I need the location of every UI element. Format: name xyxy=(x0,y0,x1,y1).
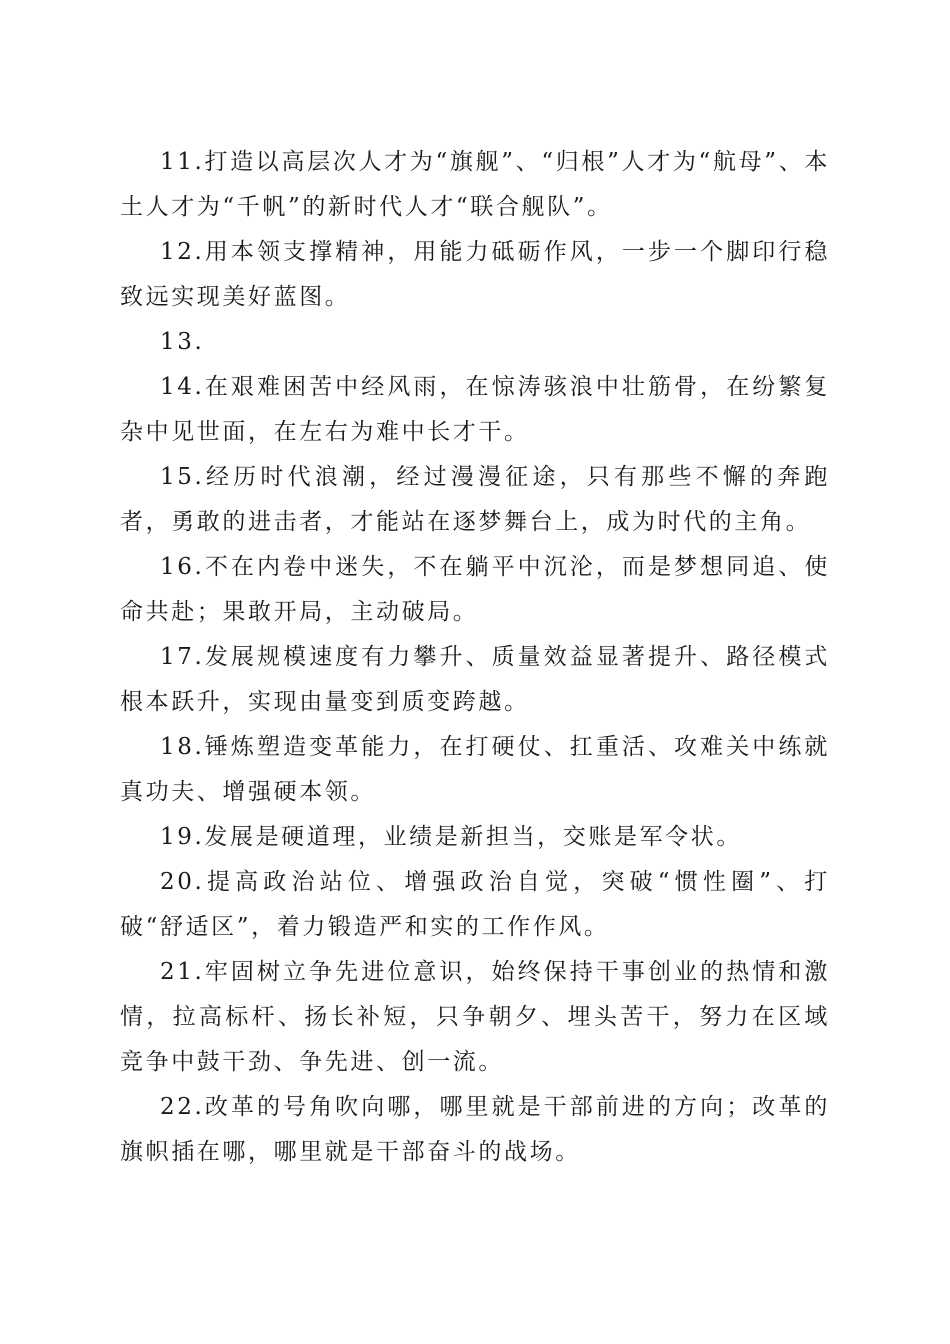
paragraph-22: 22.改革的号角吹向哪，哪里就是干部前进的方向；改革的旗帜插在哪，哪里就是干部奋斗的战场。 xyxy=(120,1094,830,1165)
paragraph-17: 17.发展规模速度有力攀升、质量效益显著提升、路径模式根本跃升，实现由量变到质变跨越。 xyxy=(120,644,830,715)
paragraph-16: 16.不在内卷中迷失，不在躺平中沉沦，而是梦想同追、使命共赴；果敢开局，主动破局。 xyxy=(120,554,830,625)
paragraph-20: 20.提高政治站位、增强政治自觉，突破“惯性圈”、打破“舒适区”，着力锻造严和实的工作作风。 xyxy=(120,869,830,940)
paragraph-15: 15.经历时代浪潮，经过漫漫征途，只有那些不懈的奔跑者，勇敢的进击者，才能站在逐梦舞台上，成为时代的主角。 xyxy=(120,464,830,535)
paragraph-21: 21.牢固树立争先进位意识，始终保持干事创业的热情和激情，拉高标杆、扬长补短，只争朝夕、埋头苦干，努力在区域竞争中鼓干劲、争先进、创一流。 xyxy=(120,959,830,1075)
paragraph-13: 13. xyxy=(160,329,205,355)
paragraph-11: 11.打造以高层次人才为“旗舰”、“归根”人才为“航母”、本土人才为“千帆”的新时代人才“联合舰队”。 xyxy=(120,149,830,220)
paragraph-19: 19.发展是硬道理，业绩是新担当，交账是军令状。 xyxy=(160,824,742,850)
document-body xyxy=(120,140,830,1175)
paragraph-14: 14.在艰难困苦中经风雨，在惊涛骇浪中壮筋骨，在纷繁复杂中见世面，在左右为难中长才干。 xyxy=(120,374,830,445)
paragraph-18: 18.锤炼塑造变革能力，在打硬仗、扛重活、攻难关中练就真功夫、增强硬本领。 xyxy=(120,734,830,805)
paragraph-12: 12.用本领支撑精神，用能力砥砺作风，一步一个脚印行稳致远实现美好蓝图。 xyxy=(120,239,830,310)
